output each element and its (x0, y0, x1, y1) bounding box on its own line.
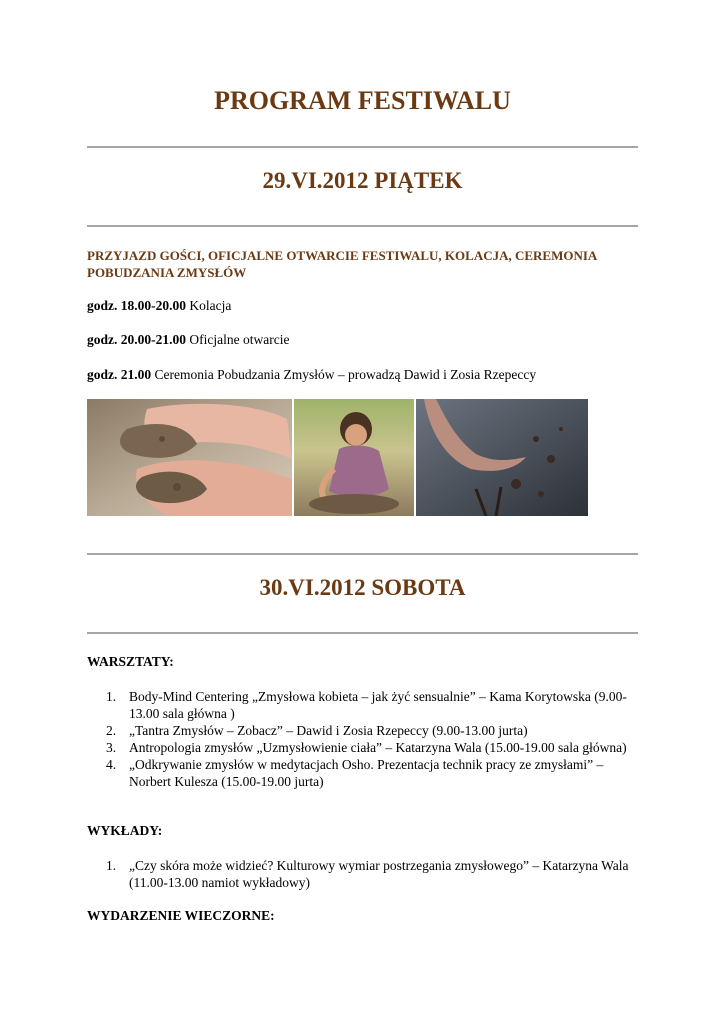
page-title: PROGRAM FESTIWALU (214, 86, 511, 115)
schedule-text: Oficjalne otwarcie (186, 332, 290, 347)
workshops-list (106, 688, 646, 790)
list-item (106, 739, 646, 756)
divider (87, 553, 638, 555)
list-number: 4. (106, 757, 117, 772)
day1-heading: 29.VI.2012 PIĄTEK (262, 168, 463, 193)
schedule-item (87, 331, 289, 348)
list-number: 3. (106, 740, 117, 755)
photo-hands-mud (87, 399, 292, 516)
list-item (106, 756, 646, 790)
schedule-time: godz. 21.00 (87, 367, 152, 382)
divider (87, 225, 638, 227)
workshops-label: WARSZTATY: (87, 654, 174, 669)
list-text: „Tantra Zmysłów – Zobacz” – Dawid i Zosia Rzepeccy (9.00-13.00 jurta) (129, 723, 528, 738)
schedule-time: godz. 18.00-20.00 (87, 298, 186, 313)
list-item (106, 688, 646, 722)
schedule-item (87, 366, 536, 383)
list-text: „Odkrywanie zmysłów w medytacjach Osho. Prezentacja technik pracy ze zmysłami” – Norbert Kulesza (15.00-19.00 jurta) (129, 757, 604, 789)
schedule-time: godz. 20.00-21.00 (87, 332, 186, 347)
list-text: „Czy skóra może widzieć? Kulturowy wymiar postrzegania zmysłowego” – Katarzyna Wala (11.00-13.00 namiot wykładowy) (129, 858, 629, 890)
list-text: Body-Mind Centering „Zmysłowa kobieta – jak żyć sensualnie” – Kama Korytowska (9.00-13.00 sala główna ) (129, 689, 627, 721)
list-number: 1. (106, 689, 117, 704)
schedule-item (87, 297, 231, 314)
day2-heading: 30.VI.2012 SOBOTA (259, 575, 466, 600)
list-item (106, 857, 646, 891)
list-text: Antropologia zmysłów „Uzmysłowienie ciała” – Katarzyna Wala (15.00-19.00 sala główna) (129, 740, 627, 755)
schedule-text: Kolacja (186, 298, 232, 313)
lectures-label: WYKŁADY: (87, 823, 163, 838)
divider (87, 146, 638, 148)
evening-label: WYDARZENIE WIECZORNE: (87, 908, 275, 923)
list-item (106, 722, 646, 739)
photo-child-mud (294, 399, 414, 516)
divider (87, 632, 638, 634)
photo-foot-mud (416, 399, 588, 516)
schedule-text: Ceremonia Pobudzania Zmysłów – prowadzą Dawid i Zosia Rzepeccy (151, 367, 537, 382)
day1-subheading: PRZYJAZD GOŚCI, OFICJALNE OTWARCIE FESTIWALU, KOLACJA, CEREMONIA POBUDZANIA ZMYSŁÓW (87, 248, 597, 280)
list-number: 2. (106, 723, 117, 738)
list-number: 1. (106, 858, 117, 873)
lectures-list (106, 857, 646, 891)
